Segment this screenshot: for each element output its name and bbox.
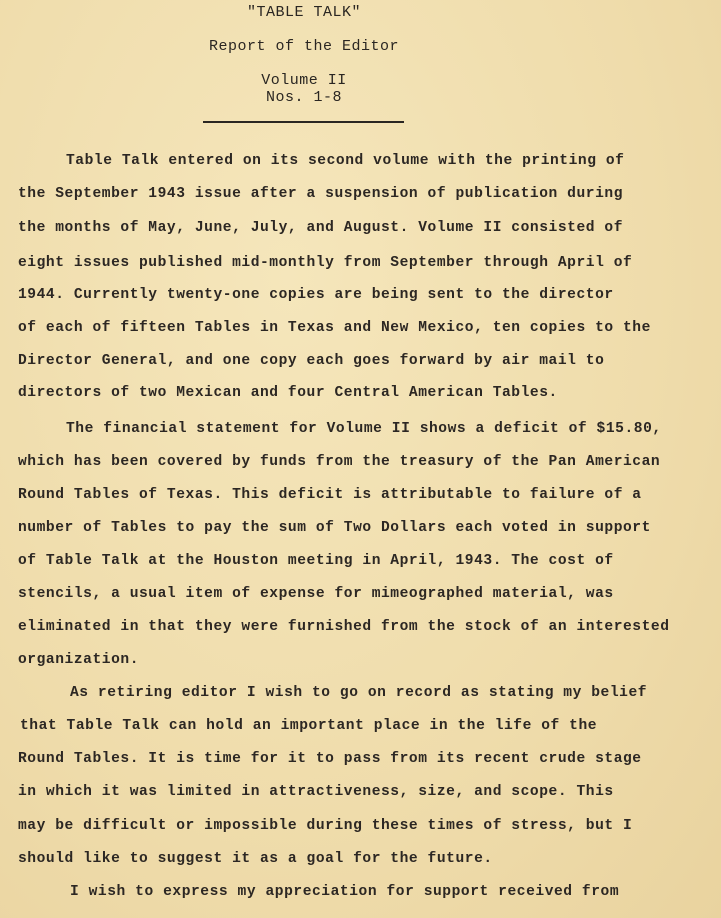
body-line: Round Tables. It is time for it to pass from its recent crude stage xyxy=(18,751,642,767)
document-title: "TABLE TALK" xyxy=(246,4,362,21)
body-line: Round Tables of Texas. This deficit is attributable to failure of a xyxy=(18,487,642,503)
body-line: number of Tables to pay the sum of Two Dollars each voted in support xyxy=(18,520,651,536)
issue-numbers: Nos. 1-8 xyxy=(265,89,342,106)
body-line: in which it was limited in attractiveness, size, and scope. This xyxy=(18,784,614,800)
header-divider xyxy=(203,121,404,123)
document-subtitle: Report of the Editor xyxy=(208,38,400,55)
body-line: The financial statement for Volume II shows a deficit of $15.80, xyxy=(66,421,662,437)
body-line: may be difficult or impossible during these times of stress, but I xyxy=(18,818,633,834)
body-line: which has been covered by funds from the treasury of the Pan American xyxy=(18,454,661,470)
body-line: should like to suggest it as a goal for the future. xyxy=(18,851,493,867)
body-line: I wish to express my appreciation for support received from xyxy=(70,884,620,900)
body-line: 1944. Currently twenty-one copies are being sent to the director xyxy=(18,287,614,303)
body-line: Director General, and one copy each goes forward by air mail to xyxy=(18,353,605,369)
body-line: of each of fifteen Tables in Texas and New Mexico, ten copies to the xyxy=(18,320,651,336)
body-line: organization. xyxy=(18,652,139,668)
body-line: of Table Talk at the Houston meeting in April, 1943. The cost of xyxy=(18,553,614,569)
body-line: Table Talk entered on its second volume with the printing of xyxy=(66,153,625,169)
body-line: eight issues published mid-monthly from September through April of xyxy=(18,255,633,271)
body-line: that Table Talk can hold an important place in the life of the xyxy=(20,718,598,734)
body-line: eliminated in that they were furnished from the stock of an interested xyxy=(18,619,670,635)
volume-label: Volume II xyxy=(261,72,347,89)
body-line: the months of May, June, July, and August. Volume II consisted of xyxy=(18,220,623,236)
body-line: stencils, a usual item of expense for mimeographed material, was xyxy=(18,586,614,602)
body-line: directors of two Mexican and four Central American Tables. xyxy=(18,385,558,401)
body-line: As retiring editor I wish to go on record as stating my belief xyxy=(70,685,648,701)
body-line: the September 1943 issue after a suspension of publication during xyxy=(18,186,623,202)
